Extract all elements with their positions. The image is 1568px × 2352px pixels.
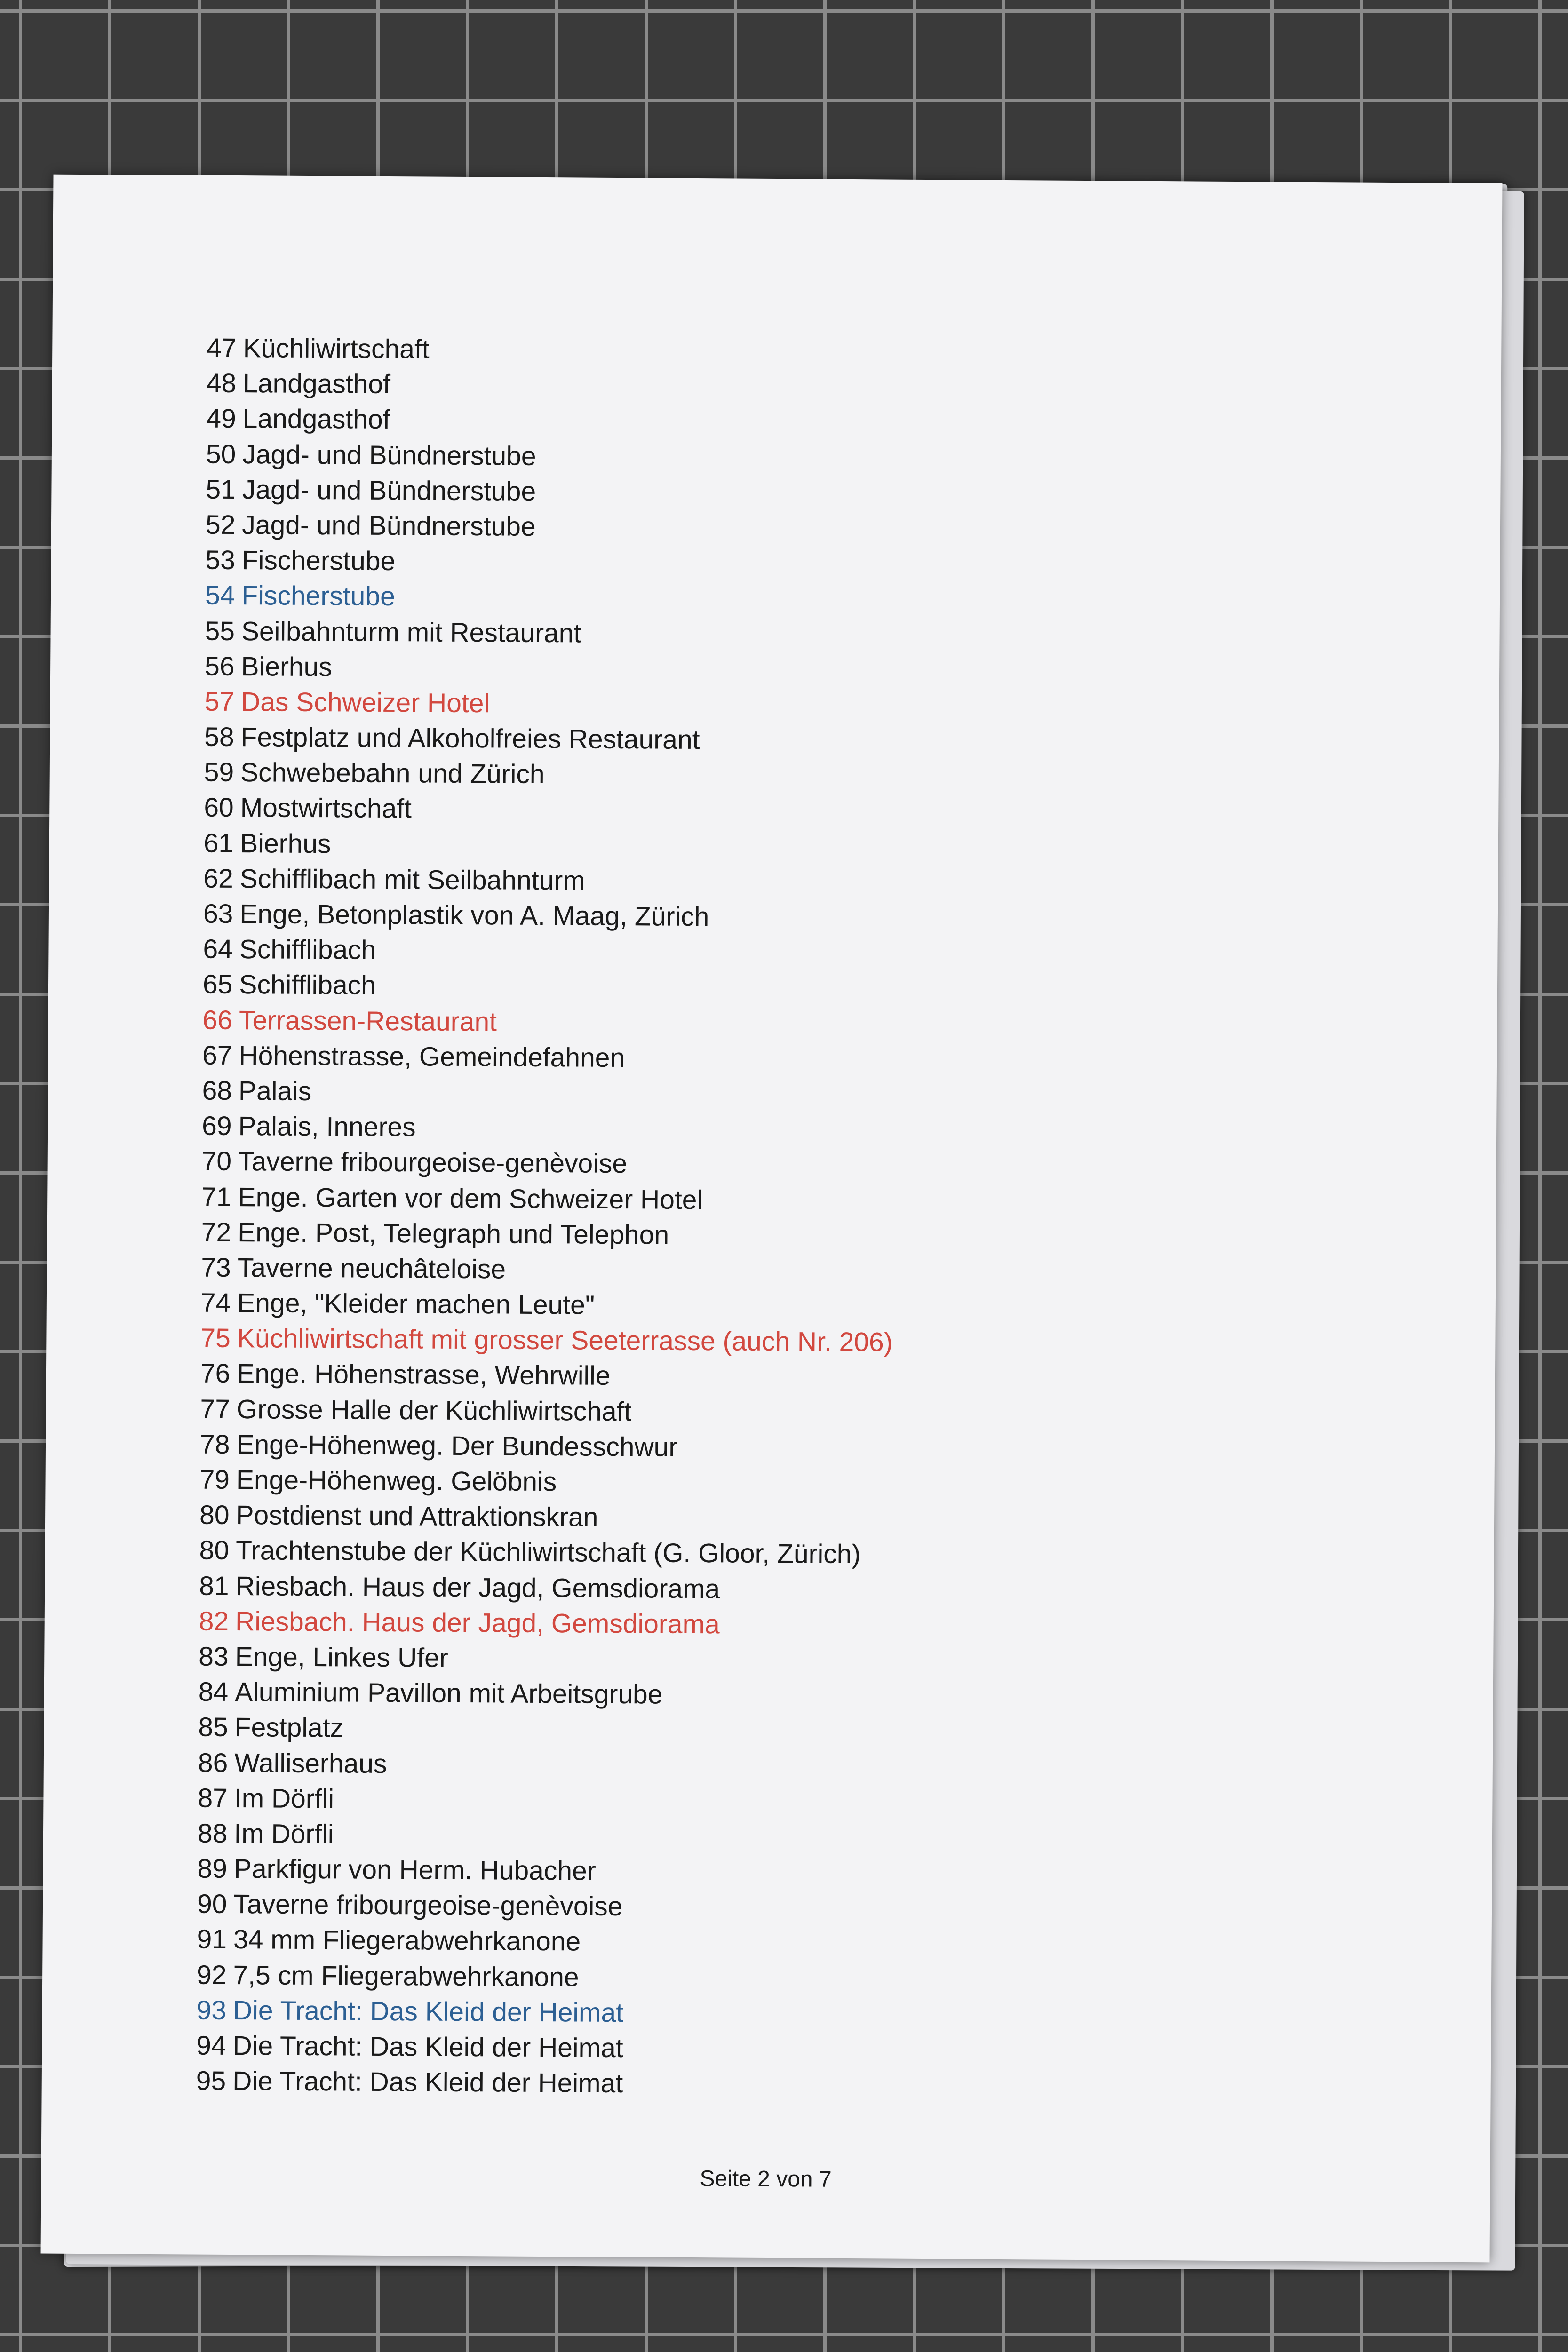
entry-number: 47 [207,333,237,364]
list-item [197,1957,889,1997]
list-item [201,1144,894,1184]
entry-title: Die Tracht: Das Kleid der Heimat [232,2066,623,2099]
entry-number: 80 [199,1535,230,1566]
list-item [200,1356,893,1396]
list-item [205,613,897,653]
entry-title: Seilbahnturm mit Restaurant [241,616,581,649]
list-item [199,1639,891,1679]
list-item [201,1250,893,1289]
list-item [200,1391,892,1431]
entry-title: Enge. Höhenstrasse, Wehrwille [237,1359,611,1391]
entry-title: Terrassen-Restaurant [239,1005,497,1037]
list-item [199,1675,891,1714]
entry-title: Enge. Post, Telegraph und Telephon [238,1217,669,1250]
entry-number: 68 [202,1075,232,1106]
entry-title: Taverne fribourgeoise-genèvoise [238,1146,628,1179]
list-item [204,755,897,795]
list-item [199,1568,891,1608]
list-item [206,437,899,476]
list-item [197,1922,889,1962]
entry-number: 64 [203,934,233,965]
list-item [197,1887,890,1926]
entry-number: 49 [206,404,236,434]
list-item [201,1179,894,1219]
entry-title: Bierhus [241,651,333,682]
entry-number: 63 [203,898,233,929]
list-item [203,967,895,1007]
list-item [203,897,896,936]
list-item [196,1993,889,2032]
entry-number: 80 [199,1500,230,1531]
entry-title: Schifflibach [239,934,376,966]
entry-number: 60 [204,793,234,823]
list-item [202,1002,895,1042]
list-item [205,578,898,618]
list-item [207,366,899,405]
entry-number: 53 [205,545,236,576]
entry-number: 48 [206,368,237,399]
entry-number: 70 [201,1146,232,1177]
entry-number: 75 [200,1323,231,1354]
entry-number: 67 [202,1040,232,1071]
entry-number: 51 [206,474,236,505]
entry-title: 7,5 cm Fliegerabwehrkanone [233,1960,579,1993]
entry-number: 86 [198,1748,228,1778]
entry-number: 89 [197,1853,228,1884]
entry-title: 34 mm Fliegerabwehrkanone [233,1924,581,1957]
list-item [196,2028,889,2068]
entry-number: 94 [196,2030,226,2061]
entry-number: 91 [197,1924,227,1955]
list-item [198,1816,890,1855]
list-item [206,401,899,441]
entry-title: Palais [238,1076,312,1106]
list-item [204,684,897,723]
document-page [41,175,1503,2263]
list-item [199,1533,891,1573]
entry-title: Enge-Höhenweg. Der Bundesschwur [236,1429,678,1462]
entry-title: Küchliwirtschaft [243,333,430,365]
list-item [207,331,899,370]
entry-title: Im Dörfli [234,1783,334,1814]
entry-title: Fischerstube [241,580,395,612]
entry-number: 92 [196,1960,227,1990]
entry-number: 57 [204,686,235,717]
list-item [197,1851,890,1891]
entry-number: 66 [202,1005,233,1035]
entry-title: Taverne fribourgeoise-genèvoise [233,1889,623,1922]
entry-title: Bierhus [240,828,331,859]
entry-title: Enge, "Kleider machen Leute" [237,1288,595,1320]
entry-number: 76 [200,1359,231,1389]
entry-list [196,331,899,2103]
list-item [203,861,896,900]
entry-title: Postdienst und Attraktionskran [236,1500,598,1533]
entry-title: Festplatz und Alkoholfreies Restaurant [240,722,700,755]
list-item [199,1604,891,1643]
list-item [206,472,898,511]
entry-number: 59 [204,757,234,788]
entry-number: 88 [197,1818,228,1849]
entry-number: 69 [201,1111,232,1142]
list-item [204,790,896,830]
list-item [202,1073,894,1113]
entry-title: Aluminium Pavillon mit Arbeitsgrube [235,1677,663,1710]
entry-title: Landgasthof [242,404,390,435]
entry-title: Schwebebahn und Zürich [240,757,545,790]
entry-title: Riesbach. Haus der Jagd, Gemsdiorama [235,1606,720,1640]
entry-title: Jagd- und Bündnerstube [242,474,536,507]
entry-number: 56 [204,651,235,682]
list-item [198,1780,890,1820]
entry-number: 84 [198,1677,229,1708]
entry-title: Enge. Garten vor dem Schweizer Hotel [238,1182,703,1215]
entry-title: Trachtenstube der Küchliwirtschaft (G. Gloor, Zürich) [235,1535,861,1570]
list-item [203,932,895,971]
entry-title: Walliserhaus [234,1748,387,1779]
list-item [199,1498,892,1537]
entry-number: 95 [196,2066,226,2097]
entry-number: 85 [198,1712,228,1743]
entry-title: Jagd- und Bündnerstube [242,510,536,542]
entry-number: 52 [205,509,236,540]
list-item [196,2064,889,2103]
list-item [200,1321,893,1360]
entry-number: 82 [199,1606,229,1637]
entry-number: 93 [196,1995,227,2026]
entry-title: Enge-Höhenweg. Gelöbnis [236,1465,557,1497]
entry-number: 58 [204,722,234,753]
list-item [201,1286,893,1325]
entry-number: 65 [202,969,233,1000]
entry-number: 77 [200,1394,231,1424]
entry-title: Im Dörfli [234,1818,334,1850]
page-footer: Seite 2 von 7 [700,2166,832,2192]
entry-title: Taverne neuchâteloise [237,1252,506,1285]
entry-title: Das Schweizer Hotel [240,686,490,719]
entry-number: 79 [199,1464,230,1495]
entry-title: Grosse Halle der Küchliwirtschaft [236,1394,632,1427]
entry-number: 87 [198,1783,228,1813]
list-item [205,649,897,688]
entry-number: 78 [199,1429,230,1460]
entry-title: Enge, Betonplastik von A. Maag, Zürich [239,899,709,932]
entry-number: 74 [200,1287,231,1319]
list-item [206,508,898,547]
entry-title: Riesbach. Haus der Jagd, Gemsdiorama [235,1571,720,1604]
entry-title: Jagd- und Bündnerstube [242,439,536,471]
entry-number: 90 [197,1889,227,1920]
entry-title: Höhenstrasse, Gemeindefahnen [239,1040,625,1073]
entry-title: Die Tracht: Das Kleid der Heimat [232,1995,624,2028]
entry-title: Landgasthof [243,368,391,400]
entry-number: 83 [199,1641,229,1672]
entry-number: 81 [199,1571,229,1601]
entry-title: Schifflibach [239,969,376,1001]
list-item [199,1462,892,1502]
list-item [198,1745,891,1785]
list-item [204,720,897,759]
entry-title: Palais, Inneres [238,1111,416,1143]
entry-title: Parkfigur von Herm. Hubacher [233,1854,596,1886]
entry-number: 50 [206,439,236,469]
entry-number: 71 [201,1182,231,1212]
list-item [204,826,896,865]
entry-title: Schifflibach mit Seilbahnturm [239,863,585,896]
list-item [201,1215,894,1254]
entry-number: 54 [205,580,235,611]
entry-number: 72 [201,1217,231,1248]
list-item [205,543,898,582]
entry-title: Die Tracht: Das Kleid der Heimat [232,2031,623,2064]
entry-number: 55 [205,616,235,646]
entry-number: 73 [201,1252,231,1283]
entry-title: Enge, Linkes Ufer [235,1641,448,1673]
entry-title: Festplatz [234,1712,344,1743]
list-item [202,1038,895,1077]
entry-title: Küchliwirtschaft mit grosser Seeterrasse (auch Nr. 206) [237,1323,893,1358]
list-item [202,1109,894,1148]
entry-title: Fischerstube [241,545,396,577]
list-item [200,1427,892,1466]
entry-number: 62 [203,863,233,894]
entry-number: 61 [203,828,234,858]
entry-title: Mostwirtschaft [240,793,412,824]
list-item [198,1710,891,1749]
